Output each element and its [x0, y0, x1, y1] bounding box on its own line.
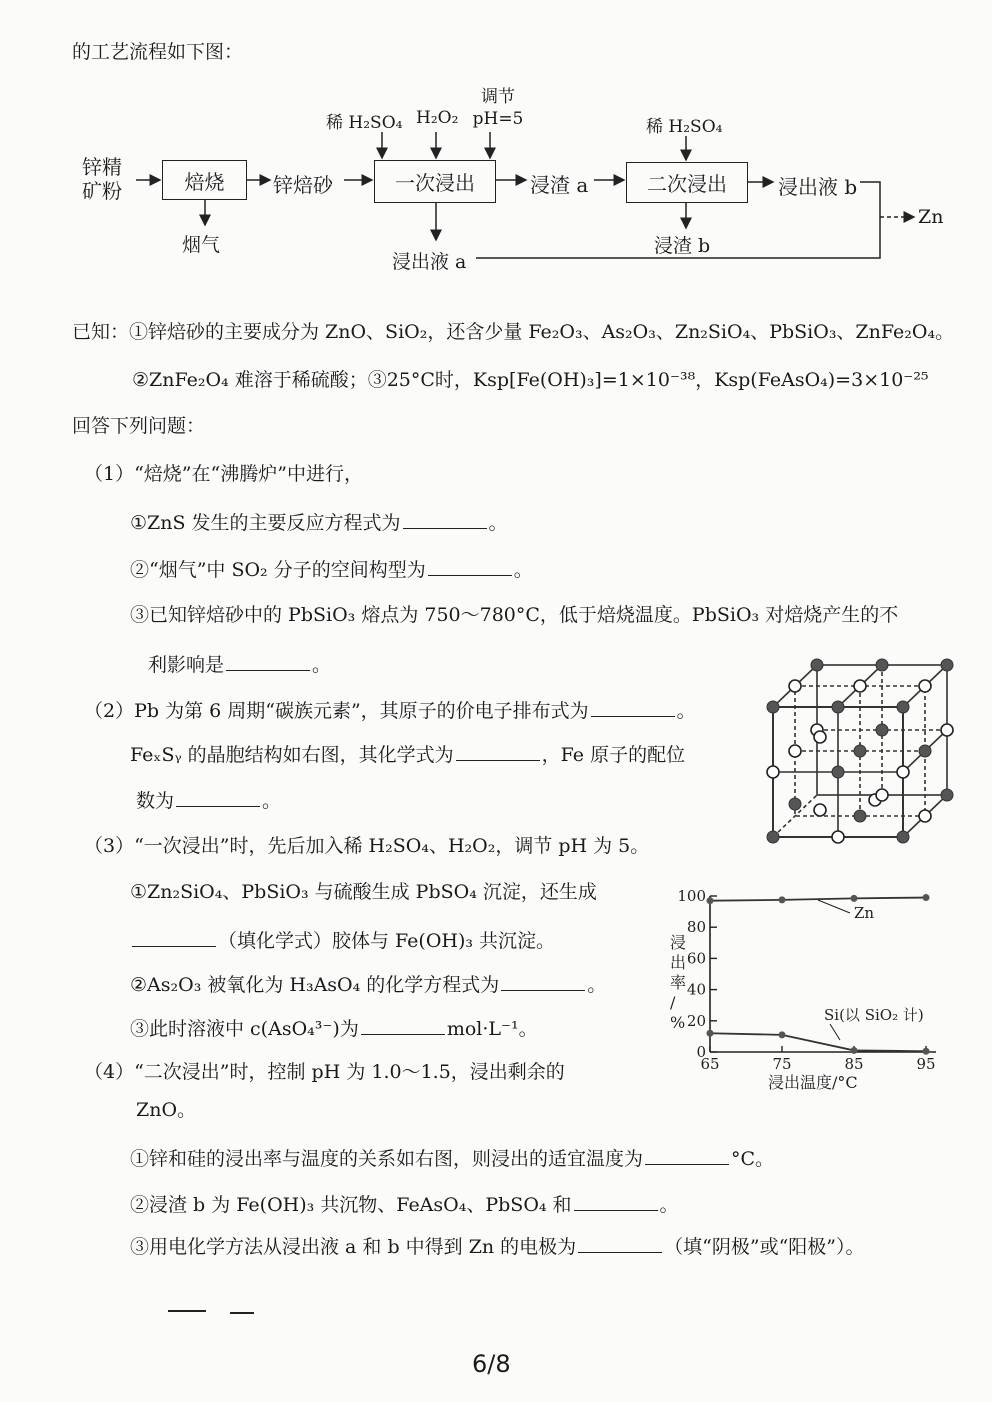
- answer-prompt: 回答下列问题：: [72, 415, 206, 437]
- answer-blank[interactable]: [578, 1234, 662, 1253]
- chart-ylabel-vertical: [670, 933, 686, 1032]
- y-tick-label: 0: [696, 1043, 706, 1061]
- data-point: [923, 894, 930, 901]
- answer-blank[interactable]: [226, 652, 310, 671]
- stray-mark: [168, 1310, 206, 1312]
- q1-c2: 利影响是: [148, 654, 225, 676]
- q1-a-line: ①ZnS 发生的主要反应方程式为 。: [130, 512, 508, 534]
- data-point: [923, 1048, 930, 1055]
- flow-residue-a: 浸渣 a: [530, 173, 589, 197]
- data-point: [779, 1031, 786, 1038]
- q1-c2-line: 利影响是 。: [148, 654, 332, 676]
- data-point: [707, 1030, 714, 1037]
- flow-reagent2: 稀 H₂SO₄: [646, 117, 723, 137]
- zn-leader: [818, 900, 850, 913]
- ylabel-char: %: [670, 1013, 686, 1032]
- answer-blank[interactable]: [501, 972, 585, 991]
- ylabel-char: 浸: [670, 933, 687, 952]
- q2-text3: 数为: [136, 790, 175, 812]
- data-point: [707, 897, 714, 904]
- y-tick-label: 40: [686, 980, 706, 999]
- process-flow-diagram: [0, 0, 992, 300]
- answer-blank[interactable]: [645, 1146, 729, 1165]
- q3-b: ②As₂O₃ 被氧化为 H₃AsO₄ 的化学方程式为: [130, 974, 500, 996]
- answer-blank[interactable]: [403, 510, 487, 529]
- q3-stem: （3）“一次浸出”时，先后加入稀 H₂SO₄、H₂O₂，调节 pH 为 5。: [84, 835, 650, 857]
- q1-c1: ③已知锌焙砂中的 PbSiO₃ 熔点为 750～780°C，低于焙烧温度。PbSiO₃ 对焙烧产生的不: [130, 604, 899, 626]
- q2-line1: （2）Pb 为第 6 周期“碳族元素”，其原子的价电子排布式为 。: [84, 700, 696, 722]
- flow-residue-b: 浸渣 b: [654, 235, 711, 257]
- x-tick-label: 85: [844, 1055, 864, 1073]
- data-point: [779, 896, 786, 903]
- series-label-si: Si(以 SiO₂ 计): [824, 1006, 924, 1024]
- q3-c-line: [130, 1016, 538, 1041]
- y-tick-label: 100: [677, 887, 706, 905]
- crystal-cell-figure: [755, 655, 970, 855]
- x-tick-label: 65: [700, 1055, 720, 1073]
- q4-a: ①锌和硅的浸出率与温度的关系如右图，则浸出的适宜温度为: [130, 1148, 644, 1170]
- q1-b-line: ②“烟气”中 SO₂ 分子的空间构型为 。: [130, 559, 533, 581]
- flow-reagent1b: H₂O₂: [416, 108, 459, 128]
- q3-a2: （填化学式）胶体与 Fe(OH)₃ 共沉淀。: [218, 930, 556, 952]
- x-tick-label: 75: [772, 1055, 792, 1073]
- answer-blank[interactable]: [591, 698, 675, 717]
- answer-blank[interactable]: [176, 788, 260, 807]
- q2-line3: 数为 。: [136, 790, 282, 812]
- q4-stem1: （4）“二次浸出”时，控制 pH 为 1.0～1.5，浸出剩余的: [84, 1061, 565, 1083]
- q2-text2a: FeₓSᵧ 的晶胞结构如右图，其化学式为: [130, 744, 454, 766]
- q1-stem: （1）“焙烧”在“沸腾炉”中进行，: [84, 463, 363, 485]
- q4-stem2: ZnO。: [136, 1099, 197, 1121]
- leach-rate-chart: [650, 880, 950, 1100]
- q3-a1: ①Zn₂SiO₄、PbSiO₃ 与硫酸生成 PbSO₄ 沉淀，还生成: [130, 881, 597, 903]
- page-number: 6/8: [472, 1350, 511, 1378]
- si-leader: [830, 1024, 840, 1040]
- answer-blank[interactable]: [428, 557, 512, 576]
- flow-reagent1c: 调节 pH=5: [472, 87, 524, 129]
- x-tick-label: 95: [916, 1055, 936, 1073]
- series-label-zn: Zn: [854, 904, 875, 922]
- chart-xlabel: 浸出温度/°C: [768, 1073, 858, 1092]
- flow-smoke: 烟气: [182, 234, 221, 256]
- line-leachate-b-merge: [860, 182, 880, 217]
- chart-axes: [710, 896, 936, 1052]
- chart-series-lines: [707, 894, 930, 1055]
- flow-leachate-b: 浸出液 b: [778, 175, 858, 199]
- q4-c-note: （填“阴极”或“阳极”）。: [664, 1236, 865, 1258]
- y-tick-label: 20: [686, 1011, 706, 1030]
- header-line: 的工艺流程如下图：: [72, 41, 244, 63]
- q2-line2: [130, 742, 685, 767]
- q3-a2-line: [130, 928, 555, 953]
- q1-a: ①ZnS 发生的主要反应方程式为: [130, 512, 401, 534]
- flow-product: Zn: [918, 206, 944, 228]
- y-tick-label: 60: [686, 949, 706, 968]
- stray-mark: [230, 1312, 254, 1314]
- q4-c: ③用电化学方法从浸出液 a 和 b 中得到 Zn 的电极为: [130, 1236, 577, 1258]
- q4-a-unit: °C。: [731, 1148, 775, 1170]
- answer-blank[interactable]: [361, 1016, 445, 1035]
- known-2: ②ZnFe₂O₄ 难溶于稀硫酸；③25°C时，Ksp[Fe(OH)₃]=1×10⁻³⁸，Ksp(FeAsO₄)=3×10⁻²⁵: [132, 369, 929, 391]
- q2-text2b: ，Fe 原子的配位: [541, 744, 686, 766]
- q3-b-line: ②As₂O₃ 被氧化为 H₃AsO₄ 的化学方程式为 。: [130, 974, 607, 996]
- q3-c1: ③此时溶液中 c(AsO₄³⁻)为: [130, 1018, 359, 1040]
- q4-b-line: ②浸渣 b 为 Fe(OH)₃ 共沉物、FeAsO₄、PbSO₄ 和 。: [130, 1194, 679, 1216]
- flow-reagent1a: 稀 H₂SO₄: [326, 113, 403, 133]
- ylabel-char: 率: [670, 973, 687, 992]
- series-line-1: [710, 1033, 926, 1051]
- flow-roast-box: 焙烧: [162, 160, 247, 200]
- q2-text1: （2）Pb 为第 6 周期“碳族元素”，其原子的价电子排布式为: [84, 700, 589, 722]
- ylabel-char: 出: [670, 953, 687, 972]
- q4-a-line: [130, 1146, 774, 1171]
- y-tick-label: 80: [686, 918, 706, 937]
- answer-blank[interactable]: [456, 742, 540, 761]
- known-1: 已知：①锌焙砂的主要成分为 ZnO、SiO₂，还含少量 Fe₂O₃、As₂O₃、Zn₂SiO₄、PbSiO₃、ZnFe₂O₄。: [72, 321, 955, 343]
- ylabel-char: /: [670, 993, 676, 1012]
- flow-leach1-box: 一次浸出: [374, 160, 496, 203]
- q3-c2: mol·L⁻¹。: [446, 1018, 538, 1040]
- flow-calcine: 锌焙砂: [273, 173, 333, 197]
- flow-feed: 锌精矿粉: [82, 155, 122, 203]
- q1-b: ②“烟气”中 SO₂ 分子的空间构型为: [130, 559, 426, 581]
- flow-leachate-a: 浸出液 a: [392, 251, 467, 273]
- flow-leach2-box: 二次浸出: [626, 162, 748, 203]
- q4-b: ②浸渣 b 为 Fe(OH)₃ 共沉物、FeAsO₄、PbSO₄ 和: [130, 1194, 572, 1216]
- answer-blank[interactable]: [132, 928, 216, 947]
- data-point: [851, 1047, 858, 1054]
- q4-c-line: [130, 1234, 865, 1259]
- answer-blank[interactable]: [574, 1192, 658, 1211]
- data-point: [851, 895, 858, 902]
